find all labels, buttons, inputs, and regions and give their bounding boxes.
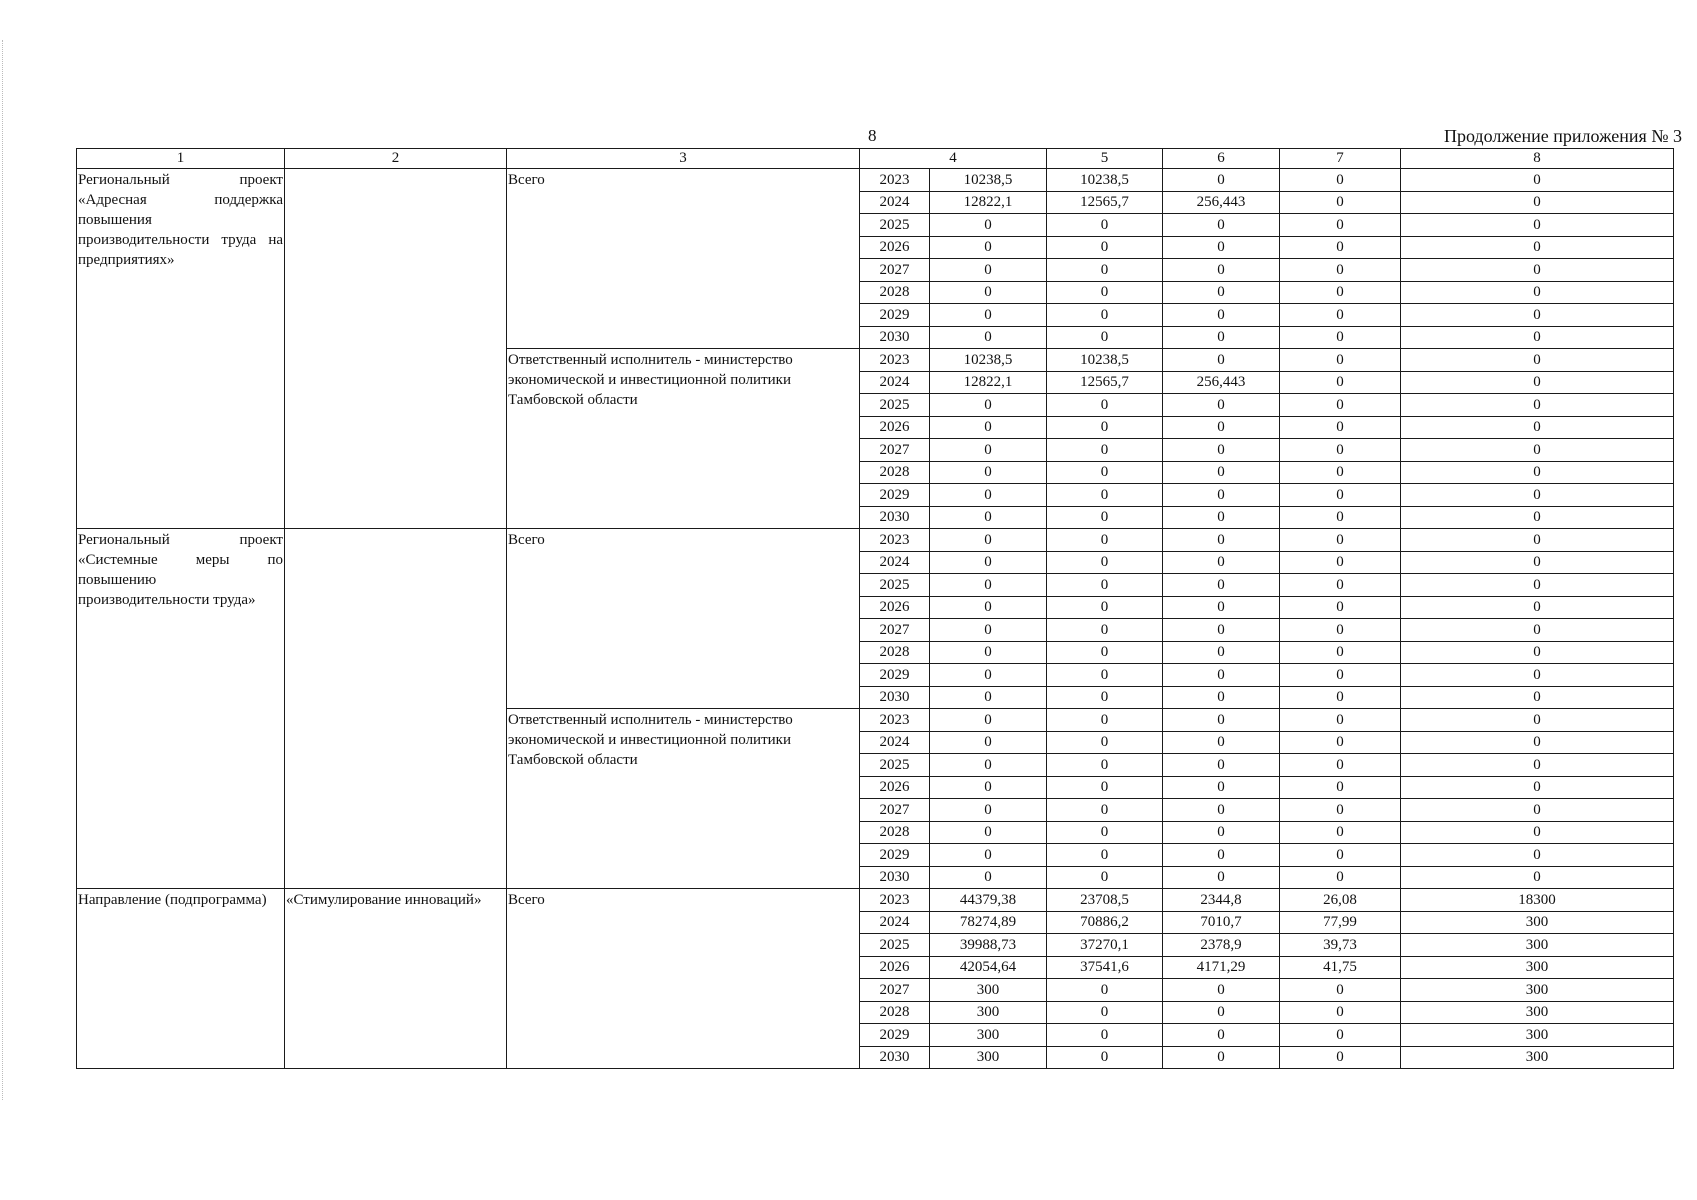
year-cell: 2026 xyxy=(860,416,930,439)
value-cell-col8: 300 xyxy=(1401,911,1674,934)
value-cell-col8: 0 xyxy=(1401,709,1674,732)
value-cell-col8: 0 xyxy=(1401,349,1674,372)
value-cell-col5: 0 xyxy=(1047,551,1163,574)
value-cell-col6: 0 xyxy=(1163,1001,1280,1024)
value-cell-col4: 300 xyxy=(930,979,1047,1002)
value-cell-col7: 0 xyxy=(1280,551,1401,574)
value-cell-col7: 39,73 xyxy=(1280,934,1401,957)
value-cell-col5: 0 xyxy=(1047,596,1163,619)
value-cell-col4: 0 xyxy=(930,799,1047,822)
value-cell-col5: 0 xyxy=(1047,484,1163,507)
value-cell-col6: 0 xyxy=(1163,799,1280,822)
value-cell-col6: 0 xyxy=(1163,776,1280,799)
value-cell-col8: 300 xyxy=(1401,956,1674,979)
funding-source-cell: Всего xyxy=(507,169,860,349)
value-cell-col4: 0 xyxy=(930,731,1047,754)
value-cell-col5: 0 xyxy=(1047,394,1163,417)
value-cell-col5: 0 xyxy=(1047,731,1163,754)
year-cell: 2029 xyxy=(860,664,930,687)
value-cell-col4: 0 xyxy=(930,619,1047,642)
value-cell-col6: 0 xyxy=(1163,821,1280,844)
value-cell-col8: 0 xyxy=(1401,281,1674,304)
value-cell-col5: 0 xyxy=(1047,754,1163,777)
value-cell-col6: 0 xyxy=(1163,169,1280,192)
value-cell-col4: 0 xyxy=(930,461,1047,484)
year-cell: 2026 xyxy=(860,596,930,619)
program-name-cell: Региональный проект «Адресная поддержка повышения производительности труда на предприятиях» xyxy=(77,169,285,529)
value-cell-col7: 0 xyxy=(1280,799,1401,822)
value-cell-col7: 0 xyxy=(1280,709,1401,732)
column-number: 5 xyxy=(1047,149,1163,169)
year-cell: 2030 xyxy=(860,686,930,709)
value-cell-col7: 0 xyxy=(1280,1001,1401,1024)
funding-source-cell: Ответственный исполнитель - министерство экономической и инвестиционной политики Тамбовской области xyxy=(507,709,860,889)
column-number: 4 xyxy=(860,149,1047,169)
value-cell-col5: 0 xyxy=(1047,776,1163,799)
value-cell-col8: 0 xyxy=(1401,551,1674,574)
value-cell-col4: 0 xyxy=(930,304,1047,327)
value-cell-col8: 0 xyxy=(1401,484,1674,507)
value-cell-col7: 0 xyxy=(1280,1046,1401,1069)
value-cell-col8: 0 xyxy=(1401,191,1674,214)
value-cell-col6: 0 xyxy=(1163,506,1280,529)
value-cell-col4: 0 xyxy=(930,776,1047,799)
value-cell-col4: 300 xyxy=(930,1024,1047,1047)
value-cell-col8: 0 xyxy=(1401,529,1674,552)
year-cell: 2030 xyxy=(860,506,930,529)
value-cell-col6: 0 xyxy=(1163,1024,1280,1047)
year-cell: 2029 xyxy=(860,484,930,507)
value-cell-col5: 23708,5 xyxy=(1047,889,1163,912)
subprogram-name-cell xyxy=(285,169,507,529)
funding-source-cell: Ответственный исполнитель - министерство экономической и инвестиционной политики Тамбовской области xyxy=(507,349,860,529)
value-cell-col8: 0 xyxy=(1401,214,1674,237)
year-cell: 2025 xyxy=(860,214,930,237)
year-cell: 2029 xyxy=(860,844,930,867)
column-number: 2 xyxy=(285,149,507,169)
value-cell-col5: 0 xyxy=(1047,1001,1163,1024)
year-cell: 2030 xyxy=(860,1046,930,1069)
column-number: 1 xyxy=(77,149,285,169)
value-cell-col6: 7010,7 xyxy=(1163,911,1280,934)
value-cell-col8: 0 xyxy=(1401,799,1674,822)
value-cell-col4: 300 xyxy=(930,1001,1047,1024)
year-cell: 2023 xyxy=(860,349,930,372)
year-cell: 2024 xyxy=(860,731,930,754)
value-cell-col7: 0 xyxy=(1280,641,1401,664)
value-cell-col8: 0 xyxy=(1401,754,1674,777)
value-cell-col8: 0 xyxy=(1401,259,1674,282)
value-cell-col8: 0 xyxy=(1401,506,1674,529)
year-cell: 2026 xyxy=(860,776,930,799)
budget-table xyxy=(76,148,1674,1069)
value-cell-col7: 0 xyxy=(1280,371,1401,394)
value-cell-col7: 0 xyxy=(1280,461,1401,484)
column-number: 8 xyxy=(1401,149,1674,169)
value-cell-col5: 0 xyxy=(1047,304,1163,327)
value-cell-col6: 0 xyxy=(1163,394,1280,417)
value-cell-col8: 300 xyxy=(1401,1024,1674,1047)
value-cell-col7: 0 xyxy=(1280,844,1401,867)
value-cell-col7: 0 xyxy=(1280,619,1401,642)
value-cell-col8: 0 xyxy=(1401,866,1674,889)
year-cell: 2027 xyxy=(860,259,930,282)
value-cell-col4: 0 xyxy=(930,866,1047,889)
value-cell-col4: 0 xyxy=(930,394,1047,417)
value-cell-col5: 0 xyxy=(1047,866,1163,889)
value-cell-col8: 0 xyxy=(1401,619,1674,642)
value-cell-col8: 0 xyxy=(1401,641,1674,664)
value-cell-col5: 0 xyxy=(1047,1046,1163,1069)
value-cell-col5: 0 xyxy=(1047,326,1163,349)
year-cell: 2029 xyxy=(860,304,930,327)
subprogram-name-cell: «Стимулирование инноваций» xyxy=(285,889,507,1069)
year-cell: 2023 xyxy=(860,709,930,732)
year-cell: 2027 xyxy=(860,439,930,462)
value-cell-col7: 0 xyxy=(1280,326,1401,349)
value-cell-col8: 0 xyxy=(1401,731,1674,754)
value-cell-col7: 0 xyxy=(1280,1024,1401,1047)
year-cell: 2025 xyxy=(860,394,930,417)
value-cell-col5: 10238,5 xyxy=(1047,349,1163,372)
value-cell-col7: 0 xyxy=(1280,394,1401,417)
value-cell-col8: 0 xyxy=(1401,236,1674,259)
value-cell-col8: 0 xyxy=(1401,371,1674,394)
value-cell-col6: 0 xyxy=(1163,259,1280,282)
value-cell-col7: 0 xyxy=(1280,686,1401,709)
value-cell-col8: 300 xyxy=(1401,979,1674,1002)
value-cell-col7: 26,08 xyxy=(1280,889,1401,912)
appendix-note: Продолжение приложения № 3 xyxy=(1443,126,1682,146)
value-cell-col8: 0 xyxy=(1401,664,1674,687)
value-cell-col4: 44379,38 xyxy=(930,889,1047,912)
year-cell: 2025 xyxy=(860,574,930,597)
program-name-cell: Региональный проект «Системные меры по повышению производительности труда» xyxy=(77,529,285,889)
value-cell-col5: 0 xyxy=(1047,214,1163,237)
value-cell-col7: 0 xyxy=(1280,416,1401,439)
year-cell: 2027 xyxy=(860,799,930,822)
value-cell-col6: 0 xyxy=(1163,461,1280,484)
value-cell-col6: 4171,29 xyxy=(1163,956,1280,979)
value-cell-col5: 0 xyxy=(1047,686,1163,709)
subprogram-name-cell xyxy=(285,529,507,889)
value-cell-col7: 0 xyxy=(1280,191,1401,214)
value-cell-col4: 0 xyxy=(930,574,1047,597)
value-cell-col5: 0 xyxy=(1047,709,1163,732)
value-cell-col5: 0 xyxy=(1047,461,1163,484)
value-cell-col5: 0 xyxy=(1047,236,1163,259)
value-cell-col6: 0 xyxy=(1163,349,1280,372)
value-cell-col5: 0 xyxy=(1047,281,1163,304)
value-cell-col4: 0 xyxy=(930,686,1047,709)
value-cell-col7: 0 xyxy=(1280,596,1401,619)
value-cell-col7: 0 xyxy=(1280,169,1401,192)
year-cell: 2028 xyxy=(860,641,930,664)
value-cell-col6: 0 xyxy=(1163,866,1280,889)
value-cell-col4: 0 xyxy=(930,281,1047,304)
year-cell: 2025 xyxy=(860,754,930,777)
value-cell-col5: 0 xyxy=(1047,259,1163,282)
year-cell: 2026 xyxy=(860,236,930,259)
value-cell-col4: 0 xyxy=(930,259,1047,282)
value-cell-col6: 0 xyxy=(1163,709,1280,732)
value-cell-col7: 0 xyxy=(1280,866,1401,889)
value-cell-col7: 0 xyxy=(1280,349,1401,372)
value-cell-col8: 0 xyxy=(1401,394,1674,417)
value-cell-col6: 0 xyxy=(1163,281,1280,304)
year-cell: 2024 xyxy=(860,551,930,574)
value-cell-col8: 18300 xyxy=(1401,889,1674,912)
value-cell-col5: 0 xyxy=(1047,1024,1163,1047)
value-cell-col6: 0 xyxy=(1163,844,1280,867)
year-cell: 2026 xyxy=(860,956,930,979)
value-cell-col6: 256,443 xyxy=(1163,371,1280,394)
column-number: 3 xyxy=(507,149,860,169)
page-number: 8 xyxy=(868,126,877,145)
value-cell-col5: 0 xyxy=(1047,506,1163,529)
value-cell-col8: 0 xyxy=(1401,439,1674,462)
year-cell: 2028 xyxy=(860,461,930,484)
value-cell-col6: 0 xyxy=(1163,596,1280,619)
value-cell-col5: 0 xyxy=(1047,641,1163,664)
value-cell-col6: 0 xyxy=(1163,754,1280,777)
value-cell-col7: 0 xyxy=(1280,574,1401,597)
program-name-cell: Направление (подпрограмма) xyxy=(77,889,285,1069)
value-cell-col7: 0 xyxy=(1280,979,1401,1002)
funding-source-cell: Всего xyxy=(507,889,860,1069)
value-cell-col5: 12565,7 xyxy=(1047,191,1163,214)
value-cell-col4: 0 xyxy=(930,214,1047,237)
value-cell-col6: 256,443 xyxy=(1163,191,1280,214)
value-cell-col6: 2344,8 xyxy=(1163,889,1280,912)
value-cell-col7: 0 xyxy=(1280,664,1401,687)
value-cell-col4: 0 xyxy=(930,596,1047,619)
value-cell-col6: 0 xyxy=(1163,484,1280,507)
value-cell-col6: 0 xyxy=(1163,731,1280,754)
value-cell-col4: 12822,1 xyxy=(930,371,1047,394)
value-cell-col4: 0 xyxy=(930,236,1047,259)
value-cell-col6: 0 xyxy=(1163,641,1280,664)
value-cell-col7: 0 xyxy=(1280,259,1401,282)
scan-edge-marks xyxy=(2,40,6,1100)
value-cell-col8: 0 xyxy=(1401,596,1674,619)
value-cell-col8: 0 xyxy=(1401,686,1674,709)
value-cell-col4: 0 xyxy=(930,484,1047,507)
year-cell: 2028 xyxy=(860,821,930,844)
value-cell-col6: 0 xyxy=(1163,1046,1280,1069)
value-cell-col5: 0 xyxy=(1047,439,1163,462)
value-cell-col7: 0 xyxy=(1280,281,1401,304)
year-cell: 2027 xyxy=(860,619,930,642)
value-cell-col7: 0 xyxy=(1280,506,1401,529)
value-cell-col8: 0 xyxy=(1401,821,1674,844)
value-cell-col4: 10238,5 xyxy=(930,349,1047,372)
value-cell-col4: 10238,5 xyxy=(930,169,1047,192)
value-cell-col4: 12822,1 xyxy=(930,191,1047,214)
year-cell: 2024 xyxy=(860,911,930,934)
year-cell: 2024 xyxy=(860,191,930,214)
value-cell-col8: 0 xyxy=(1401,326,1674,349)
value-cell-col4: 0 xyxy=(930,551,1047,574)
value-cell-col8: 0 xyxy=(1401,169,1674,192)
value-cell-col4: 0 xyxy=(930,326,1047,349)
value-cell-col6: 0 xyxy=(1163,664,1280,687)
table-row xyxy=(77,889,1674,912)
value-cell-col7: 0 xyxy=(1280,731,1401,754)
value-cell-col8: 0 xyxy=(1401,461,1674,484)
value-cell-col5: 0 xyxy=(1047,844,1163,867)
column-number: 6 xyxy=(1163,149,1280,169)
value-cell-col8: 0 xyxy=(1401,844,1674,867)
value-cell-col8: 0 xyxy=(1401,776,1674,799)
value-cell-col7: 0 xyxy=(1280,439,1401,462)
year-cell: 2023 xyxy=(860,889,930,912)
value-cell-col6: 2378,9 xyxy=(1163,934,1280,957)
value-cell-col6: 0 xyxy=(1163,304,1280,327)
year-cell: 2028 xyxy=(860,1001,930,1024)
value-cell-col6: 0 xyxy=(1163,574,1280,597)
value-cell-col6: 0 xyxy=(1163,326,1280,349)
value-cell-col4: 42054,64 xyxy=(930,956,1047,979)
value-cell-col6: 0 xyxy=(1163,979,1280,1002)
value-cell-col5: 37541,6 xyxy=(1047,956,1163,979)
value-cell-col7: 0 xyxy=(1280,484,1401,507)
year-cell: 2025 xyxy=(860,934,930,957)
value-cell-col6: 0 xyxy=(1163,686,1280,709)
value-cell-col4: 0 xyxy=(930,506,1047,529)
value-cell-col5: 70886,2 xyxy=(1047,911,1163,934)
year-cell: 2030 xyxy=(860,866,930,889)
year-cell: 2023 xyxy=(860,169,930,192)
year-cell: 2028 xyxy=(860,281,930,304)
value-cell-col5: 0 xyxy=(1047,799,1163,822)
table-row xyxy=(77,529,1674,552)
value-cell-col6: 0 xyxy=(1163,416,1280,439)
value-cell-col4: 300 xyxy=(930,1046,1047,1069)
value-cell-col6: 0 xyxy=(1163,551,1280,574)
value-cell-col4: 0 xyxy=(930,416,1047,439)
value-cell-col5: 0 xyxy=(1047,416,1163,439)
value-cell-col6: 0 xyxy=(1163,214,1280,237)
value-cell-col7: 0 xyxy=(1280,529,1401,552)
value-cell-col8: 0 xyxy=(1401,304,1674,327)
value-cell-col7: 0 xyxy=(1280,214,1401,237)
year-cell: 2024 xyxy=(860,371,930,394)
value-cell-col6: 0 xyxy=(1163,236,1280,259)
value-cell-col5: 10238,5 xyxy=(1047,169,1163,192)
value-cell-col7: 41,75 xyxy=(1280,956,1401,979)
value-cell-col7: 0 xyxy=(1280,236,1401,259)
value-cell-col4: 0 xyxy=(930,844,1047,867)
value-cell-col4: 0 xyxy=(930,754,1047,777)
value-cell-col4: 0 xyxy=(930,664,1047,687)
value-cell-col5: 0 xyxy=(1047,574,1163,597)
value-cell-col4: 39988,73 xyxy=(930,934,1047,957)
value-cell-col6: 0 xyxy=(1163,529,1280,552)
value-cell-col4: 78274,89 xyxy=(930,911,1047,934)
value-cell-col4: 0 xyxy=(930,529,1047,552)
value-cell-col8: 0 xyxy=(1401,416,1674,439)
value-cell-col4: 0 xyxy=(930,439,1047,462)
value-cell-col4: 0 xyxy=(930,709,1047,732)
value-cell-col7: 77,99 xyxy=(1280,911,1401,934)
value-cell-col4: 0 xyxy=(930,641,1047,664)
value-cell-col5: 0 xyxy=(1047,979,1163,1002)
value-cell-col6: 0 xyxy=(1163,619,1280,642)
year-cell: 2030 xyxy=(860,326,930,349)
value-cell-col8: 300 xyxy=(1401,934,1674,957)
year-cell: 2023 xyxy=(860,529,930,552)
year-cell: 2027 xyxy=(860,979,930,1002)
year-cell: 2029 xyxy=(860,1024,930,1047)
column-number: 7 xyxy=(1280,149,1401,169)
value-cell-col4: 0 xyxy=(930,821,1047,844)
value-cell-col5: 0 xyxy=(1047,821,1163,844)
value-cell-col7: 0 xyxy=(1280,754,1401,777)
value-cell-col7: 0 xyxy=(1280,776,1401,799)
table-row xyxy=(77,169,1674,192)
value-cell-col5: 0 xyxy=(1047,664,1163,687)
value-cell-col5: 37270,1 xyxy=(1047,934,1163,957)
value-cell-col5: 12565,7 xyxy=(1047,371,1163,394)
value-cell-col6: 0 xyxy=(1163,439,1280,462)
value-cell-col7: 0 xyxy=(1280,821,1401,844)
funding-source-cell: Всего xyxy=(507,529,860,709)
value-cell-col8: 300 xyxy=(1401,1001,1674,1024)
value-cell-col7: 0 xyxy=(1280,304,1401,327)
value-cell-col5: 0 xyxy=(1047,529,1163,552)
value-cell-col8: 300 xyxy=(1401,1046,1674,1069)
value-cell-col8: 0 xyxy=(1401,574,1674,597)
column-number-row xyxy=(77,149,1674,169)
value-cell-col5: 0 xyxy=(1047,619,1163,642)
